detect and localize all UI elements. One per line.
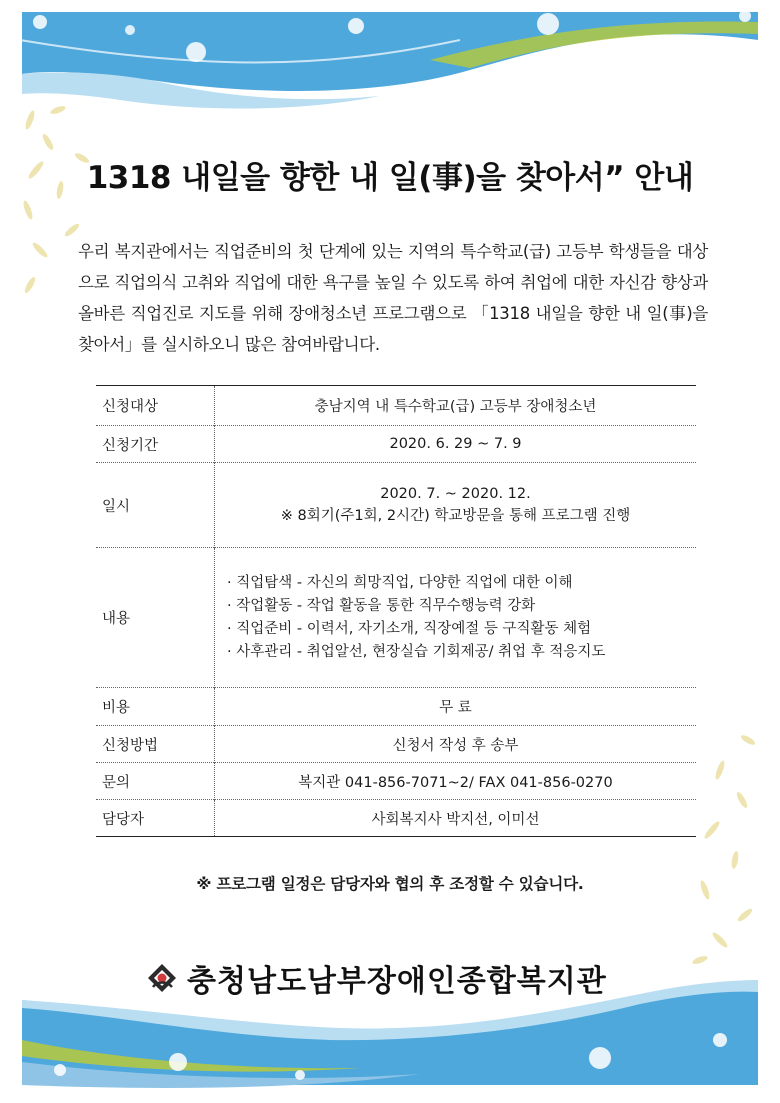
row-value (215, 463, 697, 548)
program-info-table (96, 385, 696, 837)
table-row (96, 426, 696, 463)
content-item: · 사후관리 - 취업알선, 현장실습 기회제공/ 취업 후 적응지도 (227, 643, 606, 660)
content-item: · 작업활동 - 작업 활동을 통한 직무수행능력 강화 (227, 597, 536, 614)
schedule-notice: ※ 프로그램 일정은 담당자와 협의 후 조정할 수 있습니다. (196, 875, 584, 893)
intro-paragraph: 우리 복지관에서는 직업준비의 첫 단계에 있는 지역의 특수학교(급) 고등부 학생들을 대상으로 직업의식 고취와 직업에 대한 욕구를 높일 수 있도록 하여 취업에 대한 자신감 향상과 올바른 직업진로 지도를 위해 장애청소년 프로그램으로 「1318 내일을 향한 내 일(事)을 찾아서」를 실시하오니 많은 참여바랍니다. (78, 242, 708, 354)
row-label: 일시 (96, 463, 215, 548)
row-label: 신청방법 (96, 726, 215, 763)
bubble (33, 15, 47, 29)
row-value-line: 2020. 7. ~ 2020. 12. (380, 486, 531, 502)
row-value-line: ※ 8회기(주1회, 2시간) 학교방문을 통해 프로그램 진행 (280, 508, 631, 524)
table-row (96, 463, 696, 548)
row-value: 사회복지사 박지선, 이미선 (371, 811, 540, 828)
organization-logo-icon (145, 961, 179, 995)
row-label: 담당자 (96, 800, 215, 837)
row-label: 문의 (96, 763, 215, 800)
row-value (215, 548, 697, 688)
table-row (96, 763, 696, 800)
page-title: 1318 내일을 향한 내 일(事)을 찾아서” 안내 (86, 160, 694, 196)
content-item: · 직업준비 - 이력서, 자기소개, 직장예절 등 구직활동 체험 (227, 620, 592, 637)
table-row (96, 688, 696, 726)
row-value: 복지관 041-856-7071~2/ FAX 041-856-0270 (298, 774, 613, 791)
row-value: 무 료 (439, 700, 472, 716)
table-row (96, 548, 696, 688)
organization-signature (145, 956, 607, 1000)
organization-name: 충청남도남부장애인종합복지관 (187, 964, 607, 999)
table-row (96, 800, 696, 837)
row-value: 2020. 6. 29 ~ 7. 9 (389, 436, 522, 452)
row-label: 신청대상 (96, 386, 215, 426)
row-value: 충남지역 내 특수학교(급) 고등부 장애청소년 (314, 399, 597, 415)
table-row (96, 726, 696, 763)
row-label: 신청기간 (96, 426, 215, 463)
table-row (96, 386, 696, 426)
row-label: 내용 (96, 548, 215, 688)
row-value: 신청서 작성 후 송부 (392, 737, 519, 754)
confetti-right (691, 733, 756, 965)
content-item: · 직업탐색 - 자신의 희망직업, 다양한 직업에 대한 이해 (227, 574, 573, 591)
row-label: 비용 (96, 688, 215, 726)
